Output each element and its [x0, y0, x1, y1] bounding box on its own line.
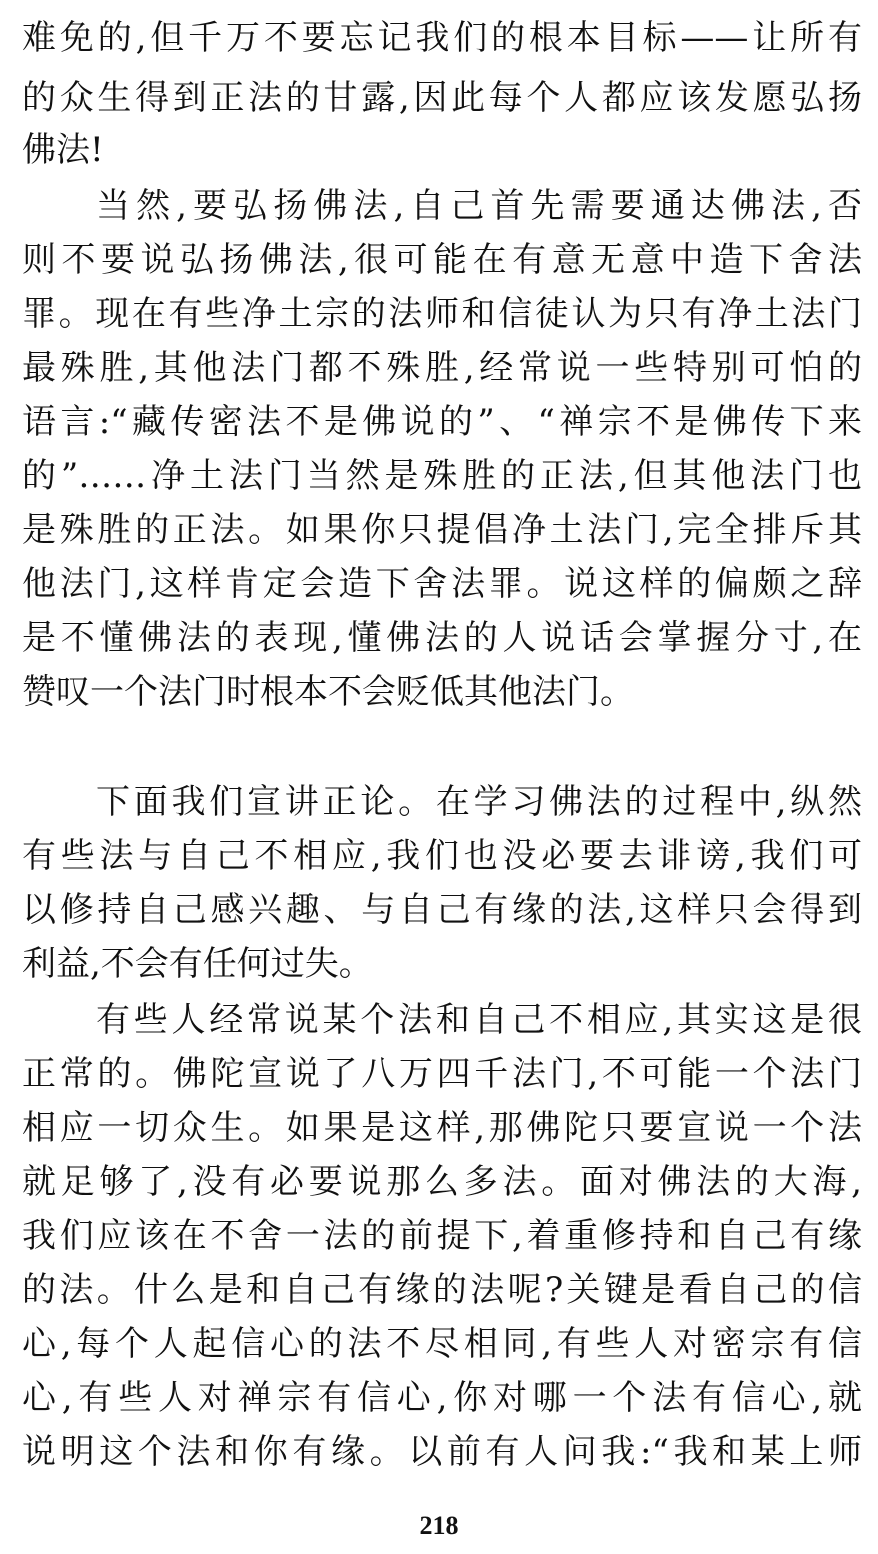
text-line-16: 以修持自己感兴趣、与自己有缘的法,这样只会得到 — [22, 890, 862, 930]
paragraph-first-line: 当然,要弘扬佛法,自己首先需要通达佛法,否 — [96, 186, 862, 226]
text-line-21: 就足够了,没有必要说那么多法。面对佛法的大海, — [22, 1162, 862, 1202]
text-line-19: 正常的。佛陀宣说了八万四千法门,不可能一个法门 — [22, 1054, 862, 1094]
text-line-25: 心,有些人对禅宗有信心,你对哪一个法有信心,就 — [22, 1378, 862, 1418]
text-line-7: 最殊胜,其他法门都不殊胜,经常说一些特别可怕的 — [22, 348, 862, 388]
text-line-3: 佛法! — [22, 130, 104, 170]
text-line-10: 是殊胜的正法。如果你只提倡净土法门,完全排斥其 — [22, 510, 862, 550]
text-line-20: 相应一切众生。如果是这样,那佛陀只要宣说一个法 — [22, 1108, 862, 1148]
text-line-23: 的法。什么是和自己有缘的法呢?关键是看自己的信 — [22, 1270, 862, 1310]
page-number: 218 — [419, 1511, 459, 1540]
paragraph-first-line: 下面我们宣讲正论。在学习佛法的过程中,纵然 — [96, 782, 862, 822]
text-line-24: 心,每个人起信心的法不尽相同,有些人对密宗有信 — [22, 1324, 862, 1364]
text-line-5: 则不要说弘扬佛法,很可能在有意无意中造下舍法 — [22, 240, 862, 280]
text-line-11: 他法门,这样肯定会造下舍法罪。说这样的偏颇之辞 — [22, 564, 862, 604]
text-line-26: 说明这个法和你有缘。以前有人问我:“我和某上师 — [22, 1432, 862, 1472]
text-line-9: 的”……净土法门当然是殊胜的正法,但其他法门也 — [22, 456, 862, 496]
text-line-8: 语言:“藏传密法不是佛说的”、“禅宗不是佛传下来 — [22, 402, 862, 442]
text-line-1: 难免的,但千万不要忘记我们的根本目标——让所有 — [22, 18, 862, 58]
text-line-17: 利益,不会有任何过失。 — [22, 944, 373, 984]
paragraph-first-line: 有些人经常说某个法和自己不相应,其实这是很 — [96, 1000, 862, 1040]
text-line-22: 我们应该在不舍一法的前提下,着重修持和自己有缘 — [22, 1216, 862, 1256]
text-line-13: 赞叹一个法门时根本不会贬低其他法门。 — [22, 672, 634, 712]
text-line-12: 是不懂佛法的表现,懂佛法的人说话会掌握分寸,在 — [22, 618, 862, 658]
text-line-2: 的众生得到正法的甘露,因此每个人都应该发愿弘扬 — [22, 78, 862, 118]
text-line-6: 罪。现在有些净土宗的法师和信徒认为只有净土法门 — [22, 294, 862, 334]
text-line-15: 有些法与自己不相应,我们也没必要去诽谤,我们可 — [22, 836, 862, 876]
